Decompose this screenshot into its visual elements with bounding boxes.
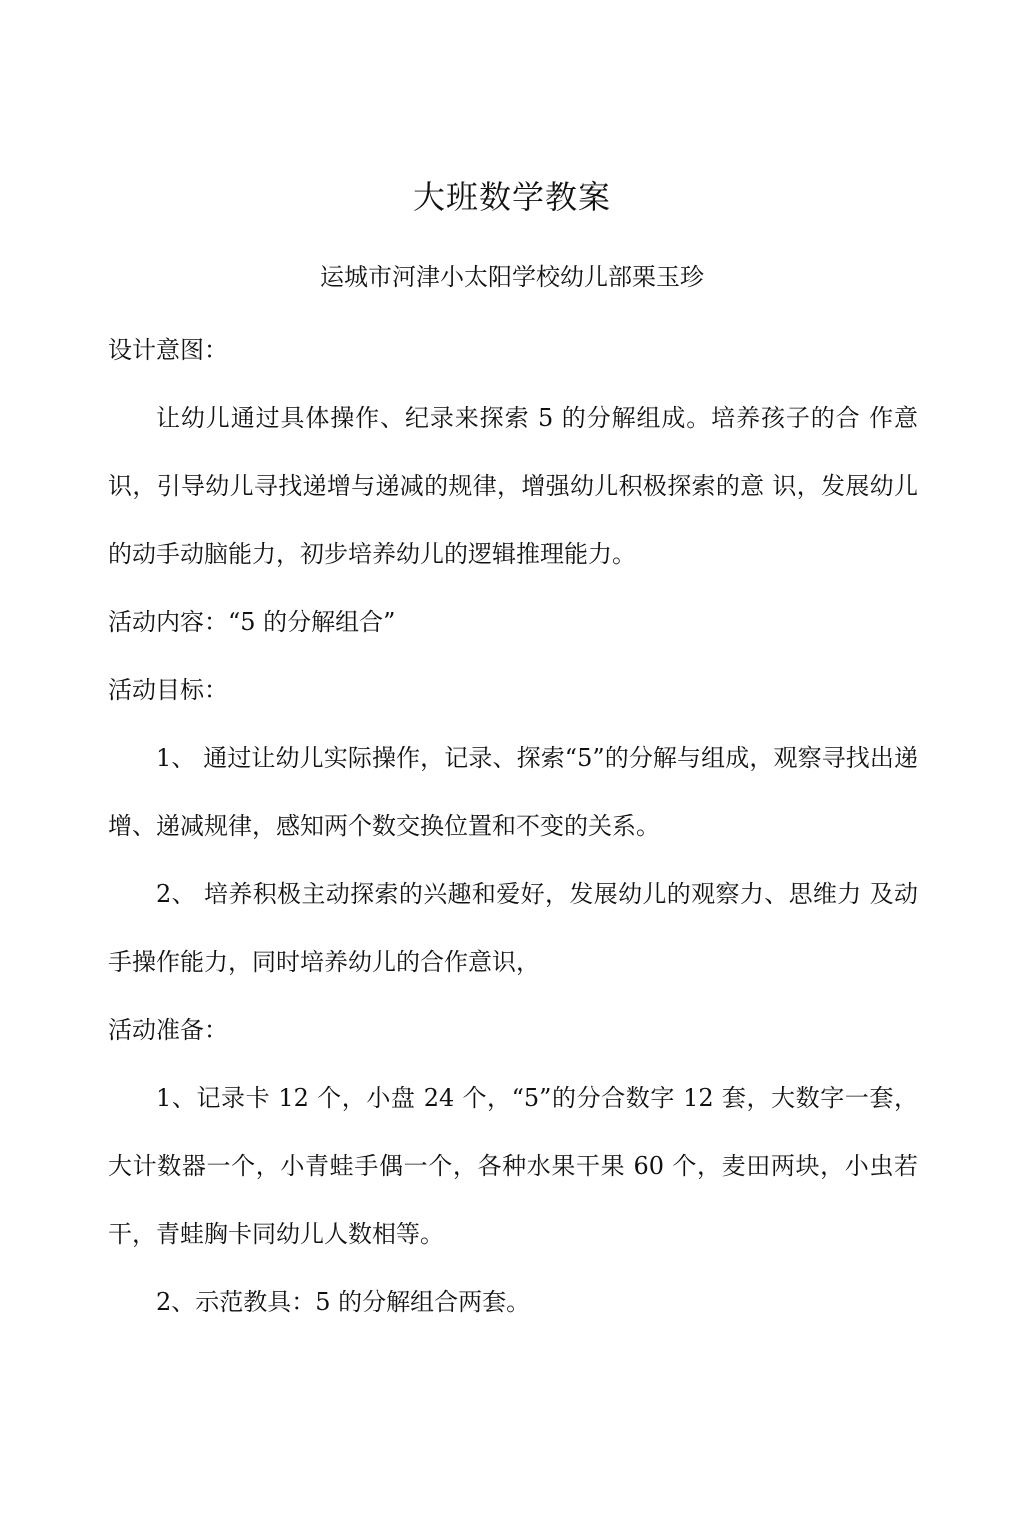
activity-goals-heading: 活动目标： [108,676,228,704]
design-intent-paragraph: 让幼儿通过具体操作、纪录来探索 5 的分解组成。培养孩子的合 作意识，引导幼儿寻找递增与递减的规律，增强幼儿积极探索的意 识，发展幼儿的动手动脑能力，初步培养幼儿的逻辑推理能力。 [108,404,918,568]
document-author: 运城市河津小太阳学校幼儿部栗玉珍 [320,263,704,291]
activity-goal-item: 2、 培养积极主动探索的兴趣和爱好，发展幼儿的观察力、思维力 及动手操作能力，同时培养幼儿的合作意识， [108,880,918,976]
activity-content-line: 活动内容：“5 的分解组合” [108,608,396,636]
preparation-item: 2、示范教具：5 的分解组合两套。 [156,1288,531,1316]
activity-preparation-heading: 活动准备： [108,1016,228,1044]
design-intent-heading: 设计意图： [108,336,228,364]
activity-goal-item: 1、 通过让幼儿实际操作，记录、探索“5”的分解与组成，观察寻找出递增、递减规律，感知两个数交换位置和不变的关系。 [108,744,918,840]
document-title: 大班数学教案 [412,178,611,216]
preparation-item: 1、记录卡 12 个，小盘 24 个，“5”的分合数字 12 套，大数字一套，大计数器一个，小青蛙手偶一个，各种水果干果 60 个，麦田两块，小虫若干，青蛙胸卡同幼儿人数相等。 [108,1084,918,1248]
